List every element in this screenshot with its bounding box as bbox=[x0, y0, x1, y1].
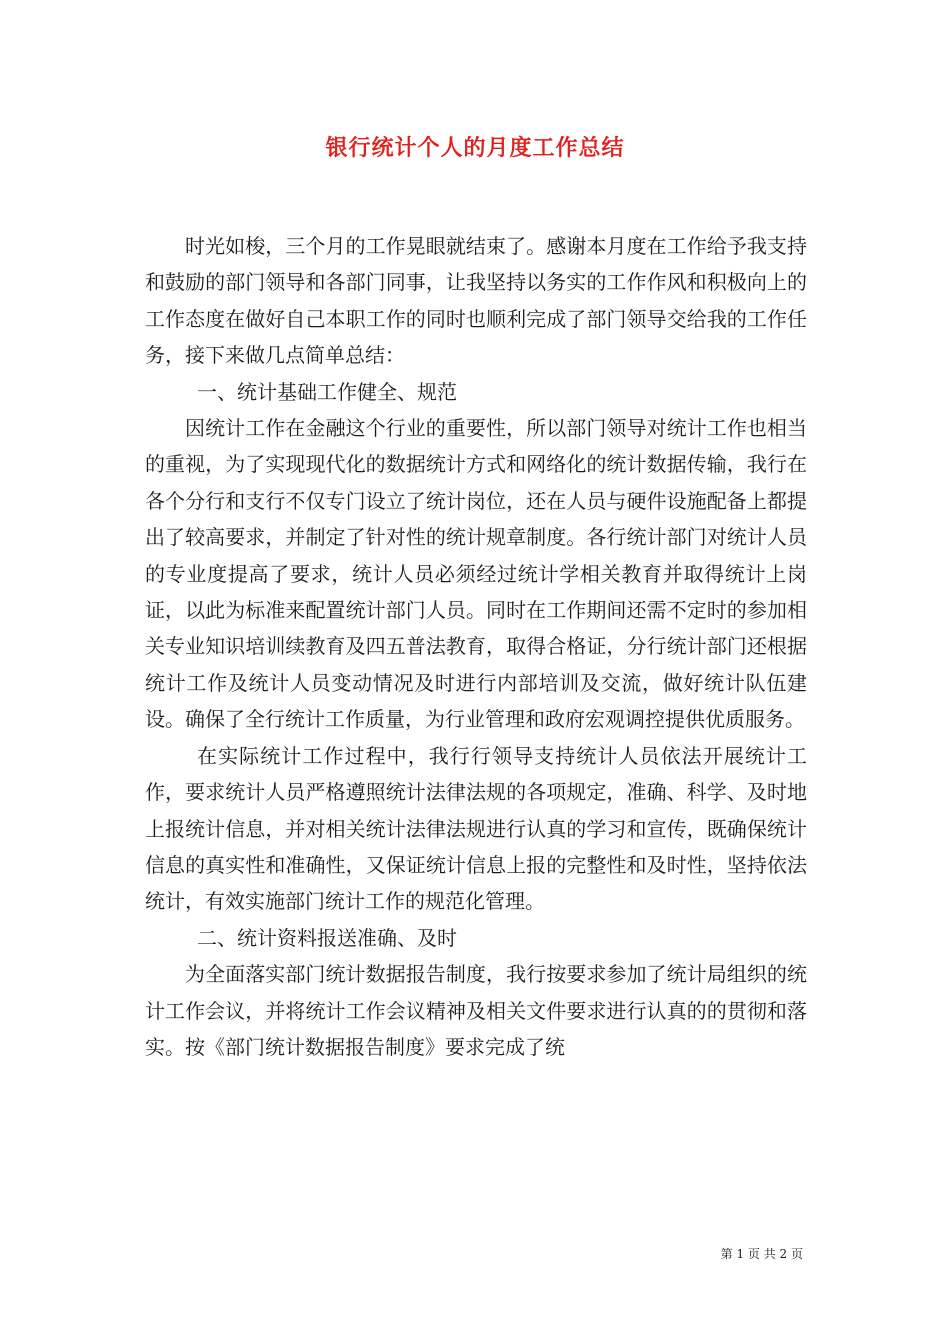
paragraph-section-2-a: 为全面落实部门统计数据报告制度，我行按要求参加了统计局组织的统计工作会议，并将统计工作会议精神及相关文件要求进行认真的的贯彻和落实。按《部门统计数据报告制度》要求完成了统 bbox=[145, 962, 807, 1059]
section-heading-1: 一、统计基础工作健全、规范 bbox=[197, 379, 457, 404]
document-body bbox=[145, 228, 807, 1065]
section-heading-2: 二、统计资料报送准确、及时 bbox=[197, 925, 457, 950]
document-title: 银行统计个人的月度工作总结 bbox=[325, 135, 625, 161]
paragraph-intro: 时光如梭，三个月的工作晃眼就结束了。感谢本月度在工作给予我支持和鼓励的部门领导和各部门同事，让我坚持以务实的工作作风和积极向上的工作态度在做好自己本职工作的同时也顺利完成了部门领导交给我的工作任务，接下来做几点简单总结： bbox=[145, 234, 807, 368]
paragraph-section-1-b: 在实际统计工作过程中，我行行领导支持统计人员依法开展统计工作，要求统计人员严格遵照统计法律法规的各项规定，准确、科学、及时地上报统计信息，并对相关统计法律法规进行认真的学习和宣传，既确保统计信息的真实性和准确性，又保证统计信息上报的完整性和及时性，坚持依法统计，有效实施部门统计工作的规范化管理。 bbox=[145, 743, 807, 914]
page-number-footer: 第 1 页 共 2 页 bbox=[720, 1247, 803, 1261]
paragraph-section-1-a: 因统计工作在金融这个行业的重要性，所以部门领导对统计工作也相当的重视，为了实现现代化的数据统计方式和网络化的统计数据传输，我行在各个分行和支行不仅专门设立了统计岗位，还在人员与硬件设施配备上都提出了较高要求，并制定了针对性的统计规章制度。各行统计部门对统计人员的专业度提高了要求，统计人员必须经过统计学相关教育并取得统计上岗证，以此为标准来配置统计部门人员。同时在工作期间还需不定时的参加相关专业知识培训续教育及四五普法教育，取得合格证，分行统计部门还根据统计工作及统计人员变动情况及时进行内部培训及交流，做好统计队伍建设。确保了全行统计工作质量，为行业管理和政府宏观调控提供优质服务。 bbox=[145, 416, 807, 732]
